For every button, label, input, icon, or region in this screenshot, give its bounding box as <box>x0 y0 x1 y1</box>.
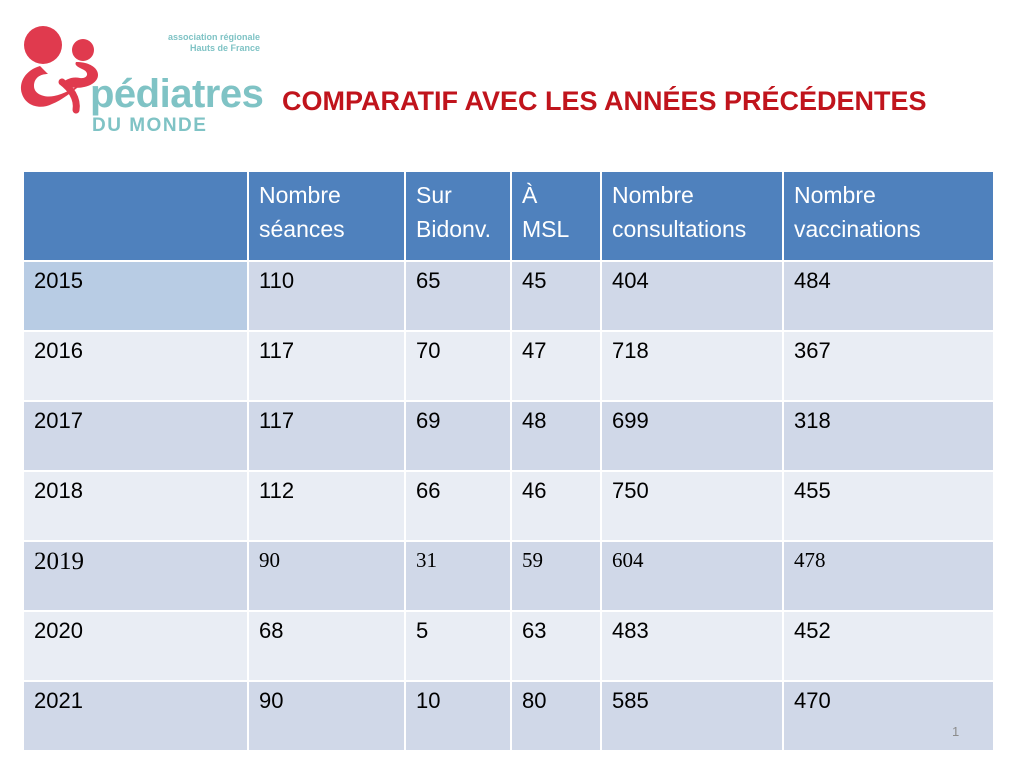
year-cell: 2019 <box>23 541 248 611</box>
table-row <box>23 261 994 331</box>
msl-cell: 63 <box>511 611 601 681</box>
year-cell: 2015 <box>23 261 248 331</box>
seances-cell: 117 <box>248 401 405 471</box>
consultations-cell: 699 <box>601 401 783 471</box>
year-cell: 2021 <box>23 681 248 751</box>
seances-cell: 68 <box>248 611 405 681</box>
vaccinations-cell: 452 <box>783 611 994 681</box>
bidonv-cell: 31 <box>405 541 511 611</box>
logo-association-line1: association régionale <box>167 32 260 42</box>
consultations-cell: 604 <box>601 541 783 611</box>
header-cell-year <box>23 171 248 261</box>
table-row <box>23 471 994 541</box>
seances-cell: 110 <box>248 261 405 331</box>
msl-cell: 48 <box>511 401 601 471</box>
year-cell: 2016 <box>23 331 248 401</box>
table-row <box>23 611 994 681</box>
slide-title: COMPARATIF AVEC LES ANNÉES PRÉCÉDENTES <box>282 86 927 116</box>
vaccinations-cell: 478 <box>783 541 994 611</box>
table-row <box>23 681 994 751</box>
seances-cell: 117 <box>248 331 405 401</box>
comparison-table <box>22 170 995 752</box>
consultations-cell: 718 <box>601 331 783 401</box>
bidonv-cell: 66 <box>405 471 511 541</box>
page-number: 1 <box>952 724 960 739</box>
pediatres-du-monde-logo <box>18 22 264 142</box>
vaccinations-cell: 367 <box>783 331 994 401</box>
logo-association-line2: Hauts de France <box>189 43 260 53</box>
table-row <box>23 541 994 611</box>
logo-association-text <box>148 32 260 54</box>
msl-cell: 45 <box>511 261 601 331</box>
msl-cell: 59 <box>511 541 601 611</box>
year-cell: 2020 <box>23 611 248 681</box>
header-cell-a-msl: À MSL <box>511 171 601 261</box>
seances-cell: 90 <box>248 681 405 751</box>
bidonv-cell: 69 <box>405 401 511 471</box>
header-cell-sur-bidonv: Sur Bidonv. <box>405 171 511 261</box>
logo-sub-text: DU MONDE <box>92 115 208 136</box>
table-header-row <box>23 171 994 261</box>
bidonv-cell: 10 <box>405 681 511 751</box>
seances-cell: 112 <box>248 471 405 541</box>
msl-cell: 46 <box>511 471 601 541</box>
logo-main-text: pédiatres <box>90 72 264 116</box>
bidonv-cell: 70 <box>405 331 511 401</box>
vaccinations-cell: 470 <box>783 681 994 751</box>
consultations-cell: 483 <box>601 611 783 681</box>
bidonv-cell: 5 <box>405 611 511 681</box>
vaccinations-cell: 484 <box>783 261 994 331</box>
header-cell-nombre-consultations: Nombre consultations <box>601 171 783 261</box>
consultations-cell: 750 <box>601 471 783 541</box>
table-row <box>23 401 994 471</box>
msl-cell: 80 <box>511 681 601 751</box>
year-cell: 2017 <box>23 401 248 471</box>
vaccinations-cell: 455 <box>783 471 994 541</box>
consultations-cell: 585 <box>601 681 783 751</box>
bidonv-cell: 65 <box>405 261 511 331</box>
table-row <box>23 331 994 401</box>
consultations-cell: 404 <box>601 261 783 331</box>
year-cell: 2018 <box>23 471 248 541</box>
header-cell-nombre-vaccinations: Nombre vaccinations <box>783 171 994 261</box>
seances-cell: 90 <box>248 541 405 611</box>
header-cell-nombre-seances: Nombre séances <box>248 171 405 261</box>
msl-cell: 47 <box>511 331 601 401</box>
vaccinations-cell: 318 <box>783 401 994 471</box>
